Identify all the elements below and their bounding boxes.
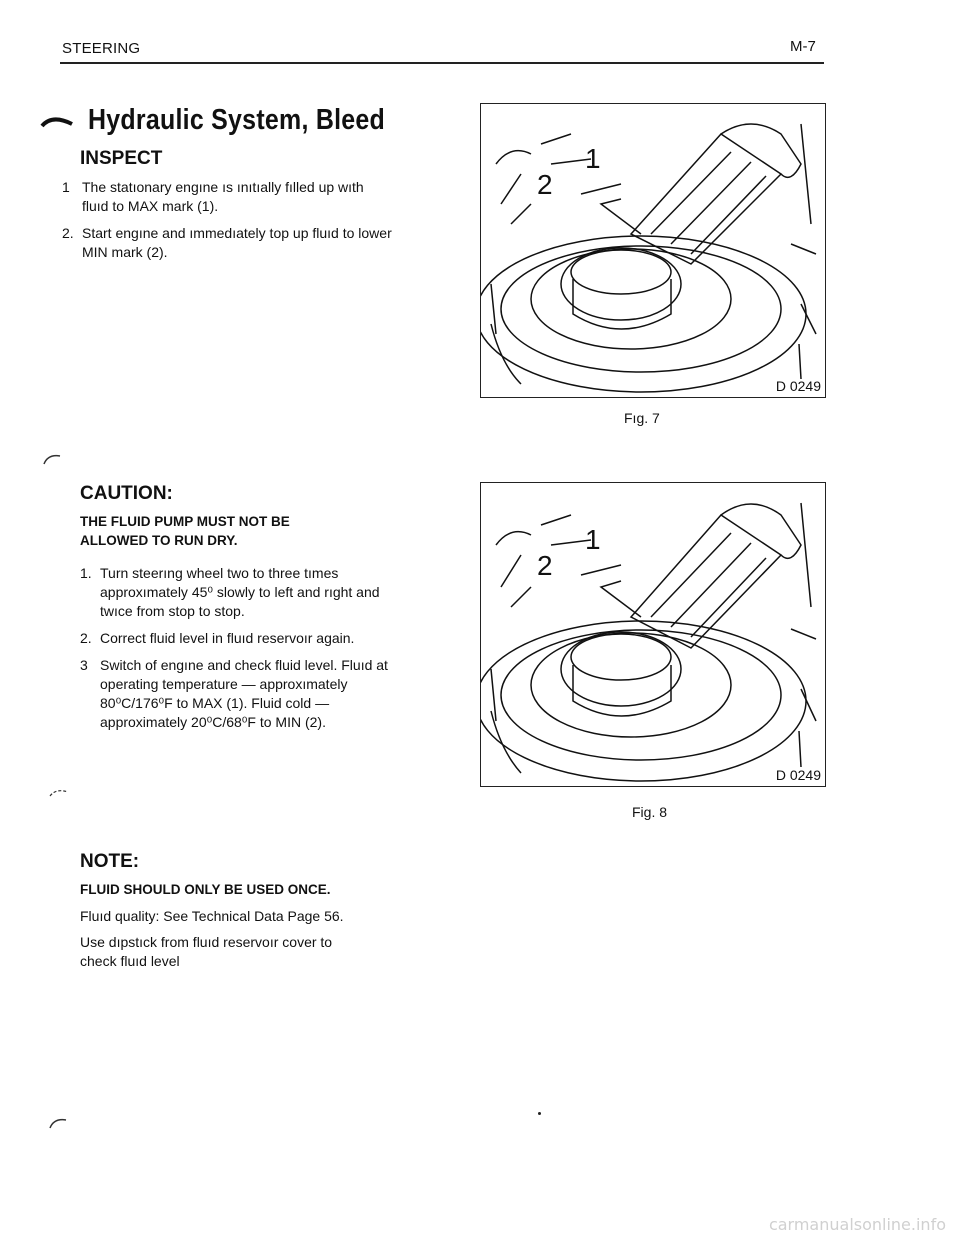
step-number: 2. (62, 225, 74, 241)
list-item (80, 656, 392, 732)
note-heading: NOTE: (80, 851, 140, 872)
reservoir-illustration (481, 104, 825, 397)
header-page-number: M-7 (790, 38, 816, 55)
note-dipstick: Use dıpstıck from fluıd reservoır cover to check fluıd level (80, 934, 333, 969)
header-section: STEERING (62, 40, 141, 57)
margin-mark-icon (48, 786, 70, 800)
callout-label: 2 (537, 169, 553, 200)
note-warning: FLUID SHOULD ONLY BE USED ONCE. (80, 882, 331, 897)
margin-mark-icon (48, 1116, 70, 1130)
inspect-steps (62, 178, 392, 270)
header-rule (60, 62, 824, 64)
section-mark-icon (40, 112, 74, 128)
step-text: Turn steerıng wheel two to three tımes approxımately 45⁰ slowly to left and rıght and twıce from stop to stop. (100, 565, 380, 619)
footer-watermark: carmanualsonline.info (768, 1215, 946, 1234)
step-text: Correct fluid level in fluıd reservoır again. (100, 630, 355, 646)
figure-8 (480, 482, 826, 787)
callout-label: 2 (537, 550, 553, 581)
list-item (62, 178, 392, 216)
caution-warning: THE FLUID PUMP MUST NOT BE ALLOWED TO RUN DRY. (80, 514, 290, 548)
step-number: 3 (80, 657, 88, 673)
step-number: 1 (62, 179, 70, 195)
figure-caption: Fıg. 7 (624, 410, 660, 426)
list-item (62, 224, 392, 262)
page-title: Hydraulic System, Bleed (88, 104, 386, 136)
list-item (80, 564, 392, 621)
figure-7 (480, 103, 826, 398)
figure-id: D 0249 (775, 767, 821, 783)
print-dot (538, 1112, 541, 1115)
callout-label: 1 (585, 143, 601, 174)
caution-steps (80, 564, 392, 740)
step-number: 2. (80, 630, 92, 646)
margin-mark-icon (42, 452, 64, 466)
reservoir-illustration (481, 483, 825, 786)
step-text: Switch of engıne and check fluid level. Fluıd at operating temperature — approxımately 80⁰C/176⁰F to MAX (1). Fluid cold — approximately 20⁰C/68⁰F to MIN (2). (100, 657, 388, 730)
callout-label: 1 (585, 524, 601, 555)
list-item (80, 629, 392, 648)
note-quality: Fluıd quality: See Technical Data Page 56. (80, 908, 344, 924)
step-number: 1. (80, 565, 92, 581)
caution-heading: CAUTION: (80, 483, 173, 504)
step-text: Start engıne and ımmedıately top up fluıd to lower MIN mark (2). (82, 225, 392, 260)
figure-caption: Fig. 8 (632, 804, 668, 820)
step-text: The statıonary engıne ıs ınıtıally fılled up wıth fluıd to MAX mark (1). (82, 179, 364, 214)
figure-id: D 0249 (775, 378, 821, 394)
inspect-heading: INSPECT (80, 148, 163, 169)
